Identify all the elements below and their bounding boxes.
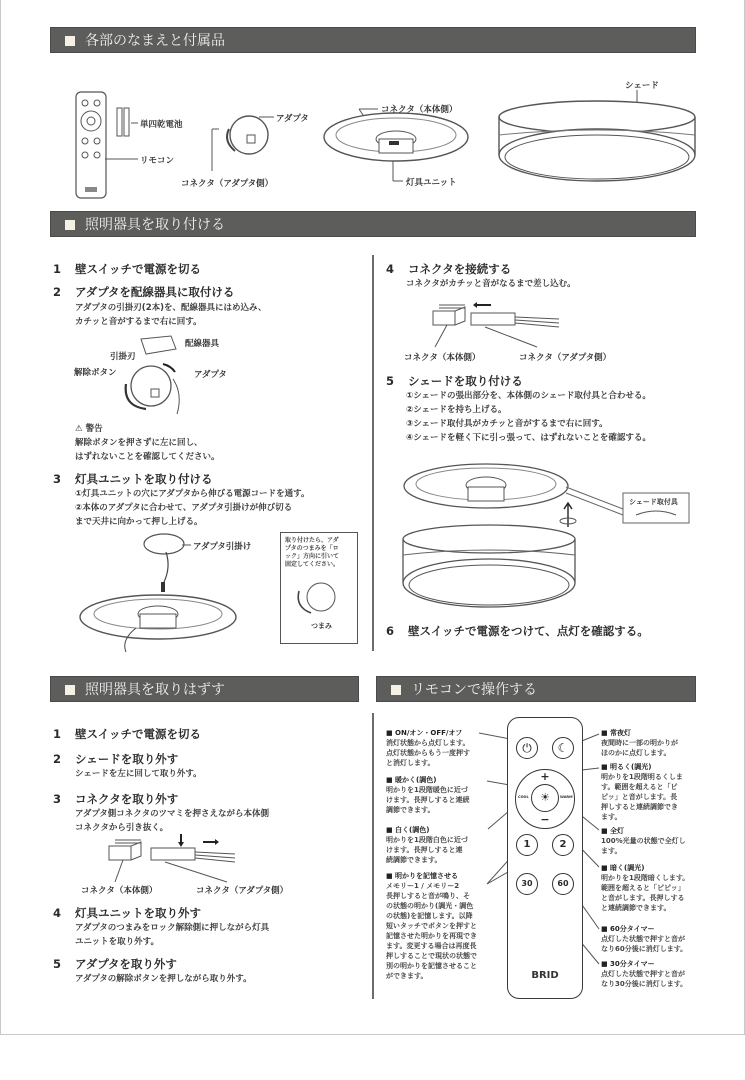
remove-step-2-desc: シェードを左に回して取り外す。 — [75, 769, 202, 779]
install-step-5: 5 シェードを取り付ける — [386, 374, 523, 388]
note-timer-60: ■ 60分タイマー 点灯した状態で押すと音が なり60分後に消灯します。 — [601, 925, 688, 953]
note-darker: ■ 暗く(調光) 明かりを1段階暗くします。 範囲を超えると「ピピッ」 と音がします。長押しする と連続調節できます。 — [601, 864, 690, 912]
label-wiring-device: 配線器具 — [185, 339, 220, 349]
install-step-2: 2 アダプタを配線器具に取付ける — [53, 285, 235, 299]
remove-step-4: 4 灯具ユニットを取り外す — [53, 906, 202, 920]
power-icon: ⏻ — [522, 741, 532, 755]
label-remote: リモコン — [140, 156, 175, 166]
remove-step-2: 2 シェードを取り外す — [53, 752, 179, 766]
label-connector-adapter-2: コネクタ（アダプタ側） — [196, 886, 289, 896]
cool-button[interactable]: COOL — [518, 795, 529, 799]
timer-60-button[interactable]: 60 — [552, 873, 574, 895]
label-connector-body-side: コネクタ（本体側） — [381, 105, 458, 115]
moon-icon: ☾ — [557, 741, 569, 755]
night-light-button[interactable] — [552, 737, 574, 759]
label-blade: 引掛刃 — [110, 352, 136, 362]
install-step-3-desc: ①灯具ユニットの穴にアダプタから伸びる電源コードを通す。 ②本体のアダプタに合わせて、アダプタ引掛けが伸び切る まで天井に向かって押し上げる。 — [75, 489, 310, 527]
dial-ring — [515, 769, 575, 829]
warning-block: ⚠ 警告 解除ボタンを押さずに左に回し、 はずれないことを確認してください。 — [75, 424, 220, 462]
section-title: リモコンで操作する — [411, 682, 537, 698]
power-button[interactable] — [516, 737, 538, 759]
inset-note: 取り付けたら、アダ プタのつまみを「ロ ック」方向に引いて 固定してください。 — [285, 537, 340, 568]
note-brighter: ■ 明るく(調光) 明かりを1段階明るくしま す。範囲を超えると「ピ ピッ」と音がします。長 押しすると連続調節でき ます。 — [601, 763, 683, 821]
remove-step-5-desc: アダプタの解除ボタンを押しながら取り外す。 — [75, 974, 252, 984]
install-step-3: 3 灯具ユニットを取り付ける — [53, 472, 213, 486]
note-full-light: ■ 全灯 100%光量の状態で全灯し ます。 — [601, 827, 686, 855]
label-adapter-2: アダプタ — [194, 370, 227, 380]
remove-step-3: 3 コネクタを取り外す — [53, 792, 179, 806]
install-step-4: 4 コネクタを接続する — [386, 262, 512, 276]
warm-button[interactable]: WARM — [560, 795, 573, 799]
brighter-button[interactable]: + — [540, 770, 550, 783]
label-shade-mount: シェード取付具 — [629, 498, 678, 506]
section-title: 各部のなまえと付属品 — [85, 33, 225, 49]
memory-2-button[interactable]: 2 — [552, 834, 574, 856]
label-connector-body-2: コネクタ（本体側） — [81, 886, 158, 896]
note-memory: ■ 明かりを記憶させる メモリー1 / メモリー2 長押しすると音が鳴り、そ の状態の明かり(調光・調色 の状態)を記憶します。以降 短いタッチでボタンを押すと 記憶させた明かりを再現でき ます。変更する場合は再度長 押しすることで現状の状態で 別の明かりを記憶させること ができます。 — [386, 872, 477, 980]
label-connector-adapter-side: コネクタ（アダプタ側） — [181, 179, 274, 189]
brand-logo: BRID — [531, 970, 559, 981]
note-night-light: ■ 常夜灯 夜間時に一部の明かりが ほのかに点灯します。 — [601, 729, 678, 757]
label-release-button: 解除ボタン — [74, 368, 117, 378]
full-light-button[interactable] — [531, 784, 559, 812]
section-title: 照明器具を取り付ける — [85, 217, 225, 233]
note-timer-30: ■ 30分タイマー 点灯した状態で押すと音が なり30分後に消灯します。 — [601, 960, 688, 988]
install-step-5-desc: ①シェードの張出部分を、本体側のシェード取付具と合わせる。 ②シェードを持ち上げる。 ③シェード取付具がカチッと音がするまで右に回す。 ④シェードを軽く下に引っ張って、はずれないことを確認する。 — [406, 391, 651, 443]
remove-step-1: 1 壁スイッチで電源を切る — [53, 727, 202, 741]
install-step-2-desc: アダプタの引掛刃(2本)を、配線器具にはめ込み、 カチッと音がするまで右に回す。 — [75, 303, 267, 327]
label-connector-adapter: コネクタ（アダプタ側） — [519, 353, 612, 363]
darker-button[interactable]: − — [540, 813, 550, 826]
timer-30-button[interactable]: 30 — [516, 873, 538, 895]
install-step-1: 1 壁スイッチで電源を切る — [53, 262, 202, 276]
note-power: ■ ON/オン・OFF/オフ 消灯状態から点灯します。 点灯状態からもう一度押す と消灯します。 — [386, 729, 470, 767]
remove-step-4-desc: アダプタのつまみをロック解除側に押しながら灯具 ユニットを取り外す。 — [75, 923, 270, 947]
label-adapter: アダプタ — [276, 114, 309, 124]
label-light-unit: 灯具ユニット — [406, 178, 457, 188]
remove-step-5: 5 アダプタを取り外す — [53, 957, 177, 971]
label-battery: 単四乾電池 — [140, 120, 183, 130]
install-step-6: 6 壁スイッチで電源をつけて、点灯を確認する。 — [386, 624, 649, 638]
remote-control — [507, 717, 583, 999]
memory-1-button[interactable]: 1 — [516, 834, 538, 856]
install-step-4-desc: コネクタがカチッと音がなるまで差し込む。 — [406, 279, 576, 289]
label-knob: つまみ — [311, 622, 332, 630]
remote-leader-lines — [1, 0, 745, 1079]
note-warm: ■ 暖かく(調色) 明かりを1段階暖色に近づ けます。長押しすると連続 調節できます。 — [386, 776, 470, 814]
label-adapter-hook: アダプタ引掛け — [193, 542, 252, 552]
sun-icon: ☀ — [540, 791, 550, 804]
label-connector-body: コネクタ（本体側） — [404, 353, 481, 363]
label-shade: シェード — [625, 81, 659, 91]
note-cool: ■ 白く(調色) 明かりを1段階白色に近づ けます。長押しすると連 続調節できます。 — [386, 826, 468, 864]
remove-step-3-desc: アダプタ側コネクタのツマミを押さえながら本体側 コネクタから引き抜く。 — [75, 809, 269, 833]
section-title: 照明器具を取りはずす — [85, 682, 225, 698]
warning-icon: ⚠ — [75, 424, 83, 434]
